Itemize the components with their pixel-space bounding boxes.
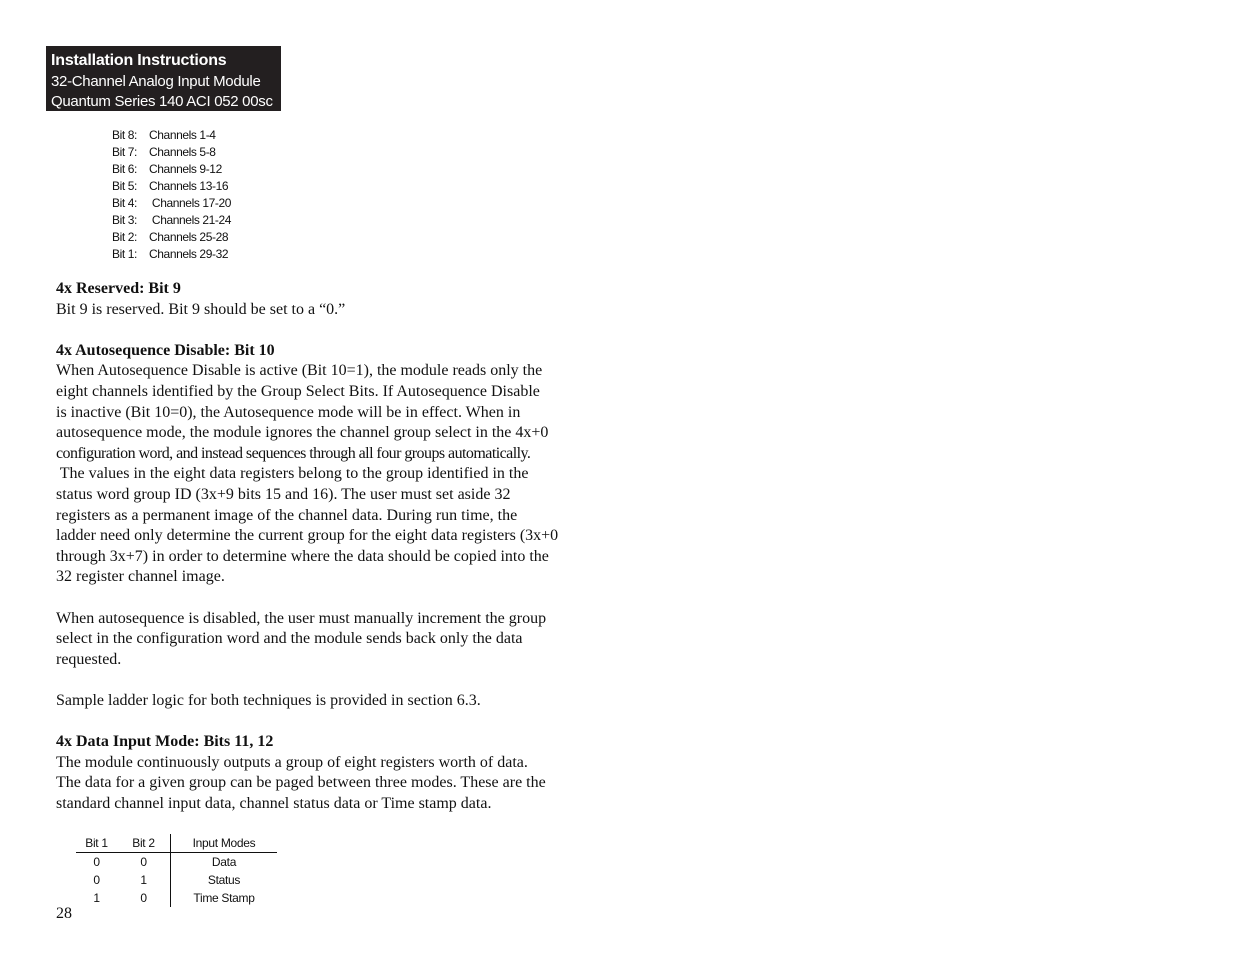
bit-row [112,229,231,246]
header-subtitle: 32-Channel Analog Input Module [51,73,261,90]
cell-bit1: 1 [93,891,100,905]
document-header [46,46,281,111]
bit-channels: Channels 17-20 [149,196,232,210]
bit-channels: Channels 29-32 [149,247,229,261]
page-number: 28 [56,905,72,922]
reserved-heading: 4x Reserved: Bit 9 [56,280,181,297]
input-mode-line: The module continuously outputs a group of eight registers worth of data. [56,753,528,771]
input-mode-line: The data for a given group can be paged between three modes. These are the [56,774,546,792]
cell-mode: Data [171,853,278,872]
cell-bit2: 0 [140,891,147,905]
disabled-line: select in the configuration word and the module sends back only the data [56,630,523,648]
bit-label: Bit 2: [112,230,137,244]
table-row [76,853,277,872]
col-header-input-modes: Input Modes [171,834,278,853]
bit-row [112,212,231,229]
bit-row [112,178,231,195]
cell-mode: Time Stamp [171,889,278,907]
bit-label: Bit 5: [112,179,137,193]
bit-row [112,246,231,263]
col-header-bit2: Bit 2 [117,834,171,853]
cell-bit1: 0 [93,873,100,887]
cell-bit1: 0 [93,855,100,869]
table-row [76,889,277,907]
autosequence-line: eight channels identified by the Group Select Bits. If Autosequence Disable [56,382,540,400]
autosequence-line: When Autosequence Disable is active (Bit 10=1), the module reads only the [56,362,543,380]
bit-channels: Channels 13-16 [149,179,229,193]
bit-channels: Channels 21-24 [149,213,232,227]
header-title: Installation Instructions [51,52,227,69]
bit-channels: Channels 5-8 [149,145,216,159]
header-series: Quantum Series 140 ACI 052 00sc [51,93,273,110]
bit-label: Bit 3: [112,213,137,227]
bit-channels: Channels 1-4 [149,128,216,142]
bit-row [112,127,231,144]
autosequence-line: ladder need only determine the current group for the eight data registers (3x+0 [56,527,559,545]
bit-row [112,195,231,212]
bit-row [112,144,231,161]
bit-channel-list [112,127,231,263]
autosequence-line: autosequence mode, the module ignores the channel group select in the 4x+0 [56,424,549,442]
bit-channels: Channels 9-12 [149,162,222,176]
table-row [76,871,277,889]
bit-label: Bit 1: [112,247,137,261]
body-text [56,279,586,814]
autosequence-line: status word group ID (3x+9 bits 15 and 16). The user must set aside 32 [56,485,511,503]
cell-bit2: 1 [140,873,147,887]
autosequence-line: registers as a permanent image of the channel data. During run time, the [56,506,518,524]
input-modes-table [76,834,277,907]
autosequence-line: 32 register channel image. [56,568,225,586]
bit-channels: Channels 25-28 [149,230,229,244]
autosequence-heading: 4x Autosequence Disable: Bit 10 [56,341,275,359]
cell-mode: Status [171,871,278,889]
table-header-row [76,834,277,853]
col-header-bit1: Bit 1 [76,834,117,853]
sample-logic-text: Sample ladder logic for both techniques is provided in section 6.3. [56,691,481,709]
bit-row [112,161,231,178]
reserved-text: Bit 9 is reserved. Bit 9 should be set to a “0.” [56,300,346,318]
bit-label: Bit 7: [112,145,137,159]
bit-label: Bit 6: [112,162,137,176]
bit-label: Bit 8: [112,128,137,142]
disabled-line: requested. [56,650,122,668]
autosequence-line: is inactive (Bit 10=0), the Autosequence mode will be in effect. When in [56,403,521,421]
input-mode-heading: 4x Data Input Mode: Bits 11, 12 [56,733,274,751]
autosequence-line: configuration word, and instead sequences through all four groups automatically. [56,444,531,462]
disabled-line: When autosequence is disabled, the user must manually increment the group [56,609,547,627]
input-mode-line: standard channel input data, channel status data or Time stamp data. [56,794,492,812]
autosequence-line: The values in the eight data registers belong to the group identified in the [56,465,529,483]
bit-label: Bit 4: [112,196,137,210]
cell-bit2: 0 [140,855,147,869]
autosequence-line: through 3x+7) in order to determine where the data should be copied into the [56,547,549,565]
